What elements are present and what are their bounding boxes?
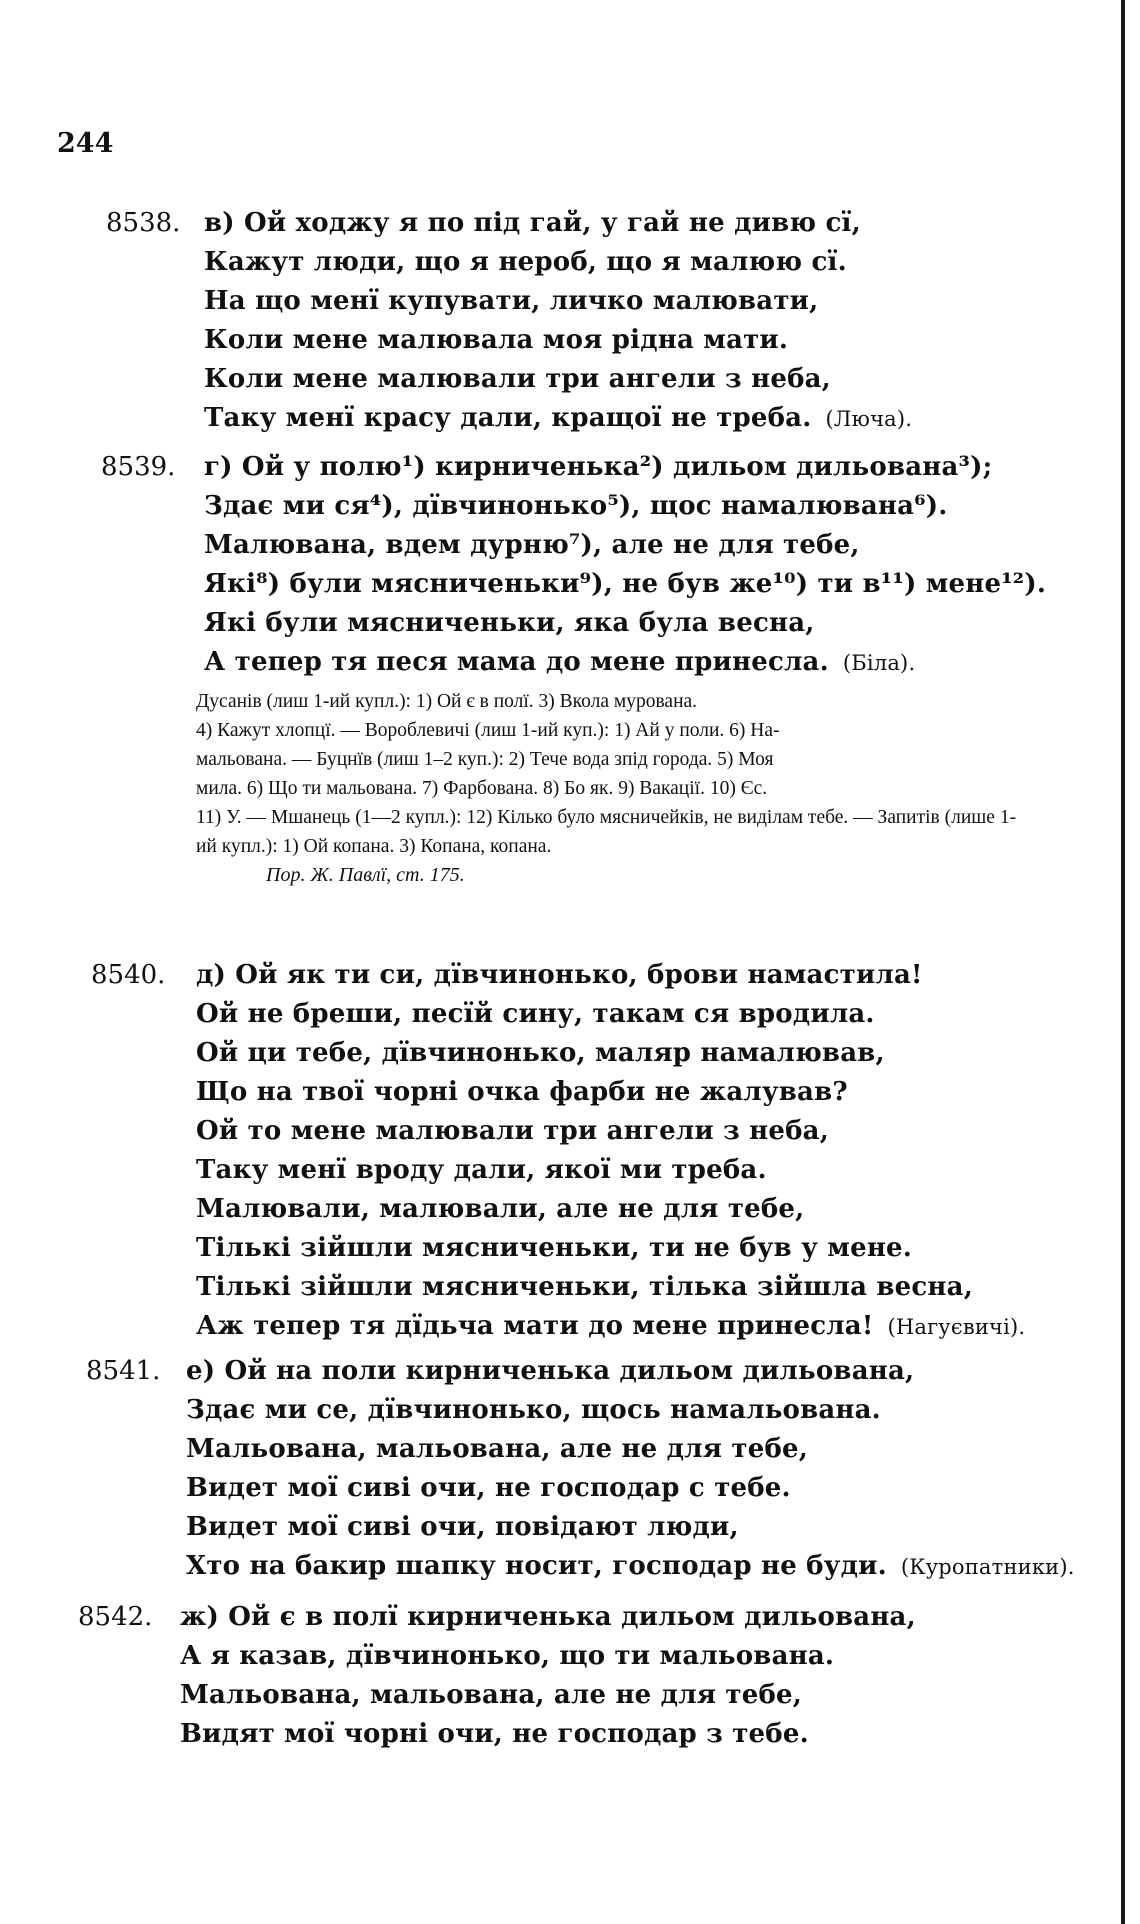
verse-line: Таку менї вроду дали, якої ми треба. bbox=[196, 1155, 767, 1185]
verse-line: Видет мої сиві очи, повідают люди, bbox=[186, 1512, 739, 1542]
verse-line: Аж тепер тя дїдьча мати до мене принесла! bbox=[196, 1311, 874, 1341]
verse-line: Видет мої сиві очи, не господар с тебе. bbox=[186, 1473, 791, 1503]
footnote-line: Дусанів (лиш 1-ий купл.): 1) Ой є в полї. 3) Вкола мурована. bbox=[196, 691, 698, 712]
verse-line: ж) Ой є в полї кирниченька дильом дильована, bbox=[180, 1602, 916, 1632]
verse-line: А тепер тя песя мама до мене принесла. bbox=[204, 647, 829, 677]
footnote-line: 11) У. — Мшанець (1—2 купл.): 12) Кілько було мясничейків, не виділам тебе. — Запитів (лише 1-ий купл.): 1) Ой копана. 3) Копана, копана. bbox=[196, 807, 1017, 857]
song-number: 8542. bbox=[78, 1602, 153, 1632]
song-number: 8540. bbox=[91, 960, 166, 990]
verse-line: в) Ой ходжу я по під гай, у гай не дивю сї, bbox=[204, 208, 861, 238]
footnote-line: 4) Кажут хлопцї. — Вороблевичі (лиш 1-ий куп.): 1) Ай у поли. 6) На- bbox=[196, 720, 780, 741]
verse-line: Хто на бакир шапку носит, господар не буди. bbox=[186, 1551, 887, 1581]
verse-line: Тількі зійшли мясниченьки, тілька зійшла весна, bbox=[196, 1272, 973, 1302]
verse-line: Малювали, малювали, але не для тебе, bbox=[196, 1194, 805, 1224]
song-8538 bbox=[204, 204, 912, 439]
song-8539 bbox=[204, 448, 1046, 683]
verse-line: е) Ой на поли кирниченька дильом дильована, bbox=[186, 1356, 915, 1386]
verse-line: Коли мене малювала моя рідна мати. bbox=[204, 325, 789, 355]
song-number: 8541. bbox=[86, 1356, 161, 1386]
verse-line: Мальована, мальована, але не для тебе, bbox=[180, 1680, 802, 1710]
page-edge-line bbox=[1121, 0, 1125, 1924]
song-8540 bbox=[196, 956, 1025, 1347]
footnotes bbox=[196, 687, 1036, 890]
verse-line: г) Ой у полю¹) кирниченька²) дильом дильована³); bbox=[204, 452, 993, 482]
verse-line: А я казав, дївчинонько, що ти мальована. bbox=[180, 1641, 835, 1671]
page-number: 244 bbox=[57, 128, 114, 159]
verse-line: Видят мої чорні очи, не господар з тебе. bbox=[180, 1719, 809, 1749]
place-name: (Куропатники). bbox=[900, 1555, 1075, 1579]
verse-line: д) Ой як ти си, дївчинонько, брови намастила! bbox=[196, 960, 923, 990]
verse-line: Які були мясниченьки, яка була весна, bbox=[204, 608, 815, 638]
footnote-line: мила. 6) Що ти мальована. 7) Фарбована. 8) Бо як. 9) Вакації. 10) Єс. bbox=[196, 778, 768, 799]
verse-line: Ой не бреши, песїй сину, такам ся вродила. bbox=[196, 999, 875, 1029]
footnote-line: мальована. — Буцнїв (лиш 1–2 куп.): 2) Тече вода зпід города. 5) Моя bbox=[196, 749, 774, 770]
verse-line: Здає ми ся⁴), дївчинонько⁵), щос намалювана⁶). bbox=[204, 491, 948, 521]
verse-line: Кажут люди, що я нероб, що я малюю сї. bbox=[204, 247, 847, 277]
verse-line: Малювана, вдем дурню⁷), але не для тебе, bbox=[204, 530, 860, 560]
song-8541 bbox=[186, 1352, 1075, 1587]
verse-line: Ой то мене малювали три ангели з неба, bbox=[196, 1116, 829, 1146]
place-name: (Люча). bbox=[825, 407, 913, 431]
verse-line: Здає ми се, дївчинонько, щось намальована. bbox=[186, 1395, 881, 1425]
verse-line: Тількі зійшли мясниченьки, ти не був у мене. bbox=[196, 1233, 913, 1263]
verse-line: Мальована, мальована, але не для тебе, bbox=[186, 1434, 808, 1464]
song-8542 bbox=[180, 1598, 916, 1754]
place-name: (Нагуєвичі). bbox=[887, 1315, 1026, 1339]
place-name: (Біла). bbox=[842, 651, 916, 675]
verse-line: Що на твої чорні очка фарби не жалував? bbox=[196, 1077, 848, 1107]
song-number: 8538. bbox=[106, 208, 181, 238]
verse-line: На що менї купувати, личко малювати, bbox=[204, 286, 819, 316]
verse-line: Таку менї красу дали, кращої не треба. bbox=[204, 403, 812, 433]
verse-line: Які⁸) були мясниченьки⁹), не був же¹⁰) ти в¹¹) мене¹²). bbox=[204, 569, 1047, 599]
reference-line: Пор. Ж. Павлї, ст. 175. bbox=[266, 864, 465, 886]
song-number: 8539. bbox=[101, 452, 176, 482]
verse-line: Коли мене малювали три ангели з неба, bbox=[204, 364, 831, 394]
verse-line: Ой ци тебе, дївчинонько, маляр намалював, bbox=[196, 1038, 885, 1068]
